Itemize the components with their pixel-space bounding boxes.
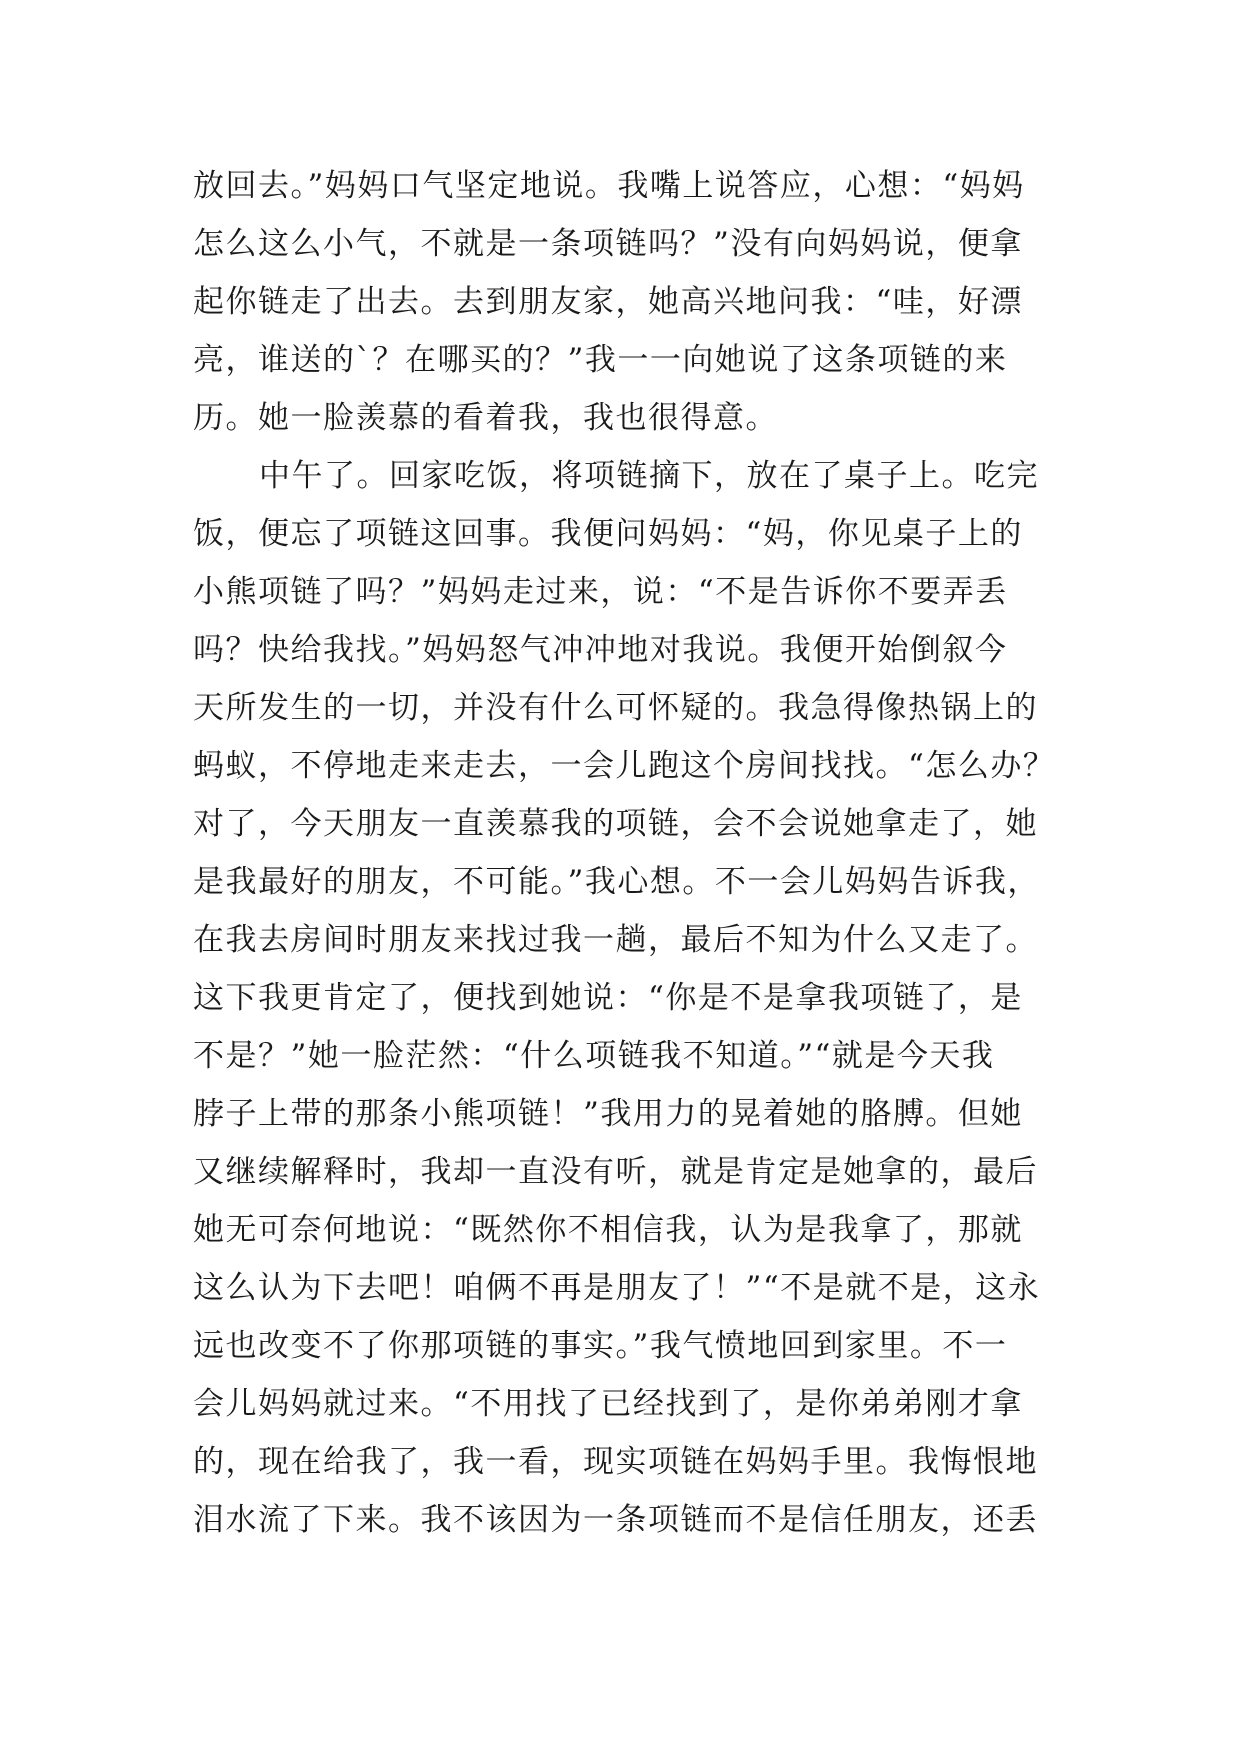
text-line-1: 放回去。”妈妈口气坚定地说。我嘴上说答应，心想：“妈妈 [193, 168, 1025, 204]
text-line-8: 小熊项链了吗？”妈妈走过来，说：“不是告诉你不要弄丢 [193, 574, 1008, 610]
text-line-17: 脖子上带的那条小熊项链！”我用力的晃着她的胳膊。但她 [193, 1096, 1023, 1132]
text-line-22: 会儿妈妈就过来。“不用找了已经找到了，是你弟弟刚才拿 [193, 1386, 1023, 1422]
text-line-4: 亮，谁送的`？在哪买的？”我一一向她说了这条项链的来 [193, 342, 1008, 378]
text-line-18: 又继续解释时，我却一直没有听，就是肯定是她拿的，最后 [193, 1154, 1038, 1190]
text-line-12: 对了，今天朋友一直羡慕我的项链，会不会说她拿走了，她 [193, 806, 1038, 842]
text-line-15: 这下我更肯定了，便找到她说：“你是不是拿我项链了，是 [193, 980, 1023, 1016]
text-line-5: 历。她一脸羡慕的看着我，我也很得意。 [193, 400, 778, 436]
text-line-20: 这么认为下去吧！咱俩不再是朋友了！”“不是就不是，这永 [193, 1270, 1041, 1306]
text-line-16: 不是？”她一脸茫然：“什么项链我不知道。”“就是今天我 [193, 1038, 995, 1074]
text-line-10: 天所发生的一切，并没有什么可怀疑的。我急得像热锅上的 [193, 690, 1038, 726]
text-line-19: 她无可奈何地说：“既然你不相信我，认为是我拿了，那就 [193, 1212, 1023, 1248]
text-line-3: 起你链走了出去。去到朋友家，她高兴地问我：“哇，好漂 [193, 284, 1023, 320]
text-line-14: 在我去房间时朋友来找过我一趟，最后不知为什么又走了。 [193, 922, 1038, 958]
text-line-11: 蚂蚁，不停地走来走去，一会儿跑这个房间找找。“怎么办？ [193, 748, 1056, 784]
document-text [193, 157, 1073, 1549]
text-line-23: 的，现在给我了，我一看，现实项链在妈妈手里。我悔恨地 [193, 1444, 1038, 1480]
text-line-6: 中午了。回家吃饭，将项链摘下，放在了桌子上。吃完 [259, 458, 1039, 494]
text-line-21: 远也改变不了你那项链的事实。”我气愤地回到家里。不一 [193, 1328, 1008, 1364]
text-line-9: 吗？快给我找。”妈妈怒气冲冲地对我说。我便开始倒叙今 [193, 632, 1008, 668]
text-line-13: 是我最好的朋友，不可能。”我心想。不一会儿妈妈告诉我， [193, 864, 1040, 900]
text-line-7: 饭，便忘了项链这回事。我便问妈妈：“妈，你见桌子上的 [193, 516, 1023, 552]
text-line-24: 泪水流了下来。我不该因为一条项链而不是信任朋友，还丢 [193, 1502, 1038, 1538]
text-line-2: 怎么这么小气，不就是一条项链吗？”没有向妈妈说，便拿 [193, 226, 1023, 262]
